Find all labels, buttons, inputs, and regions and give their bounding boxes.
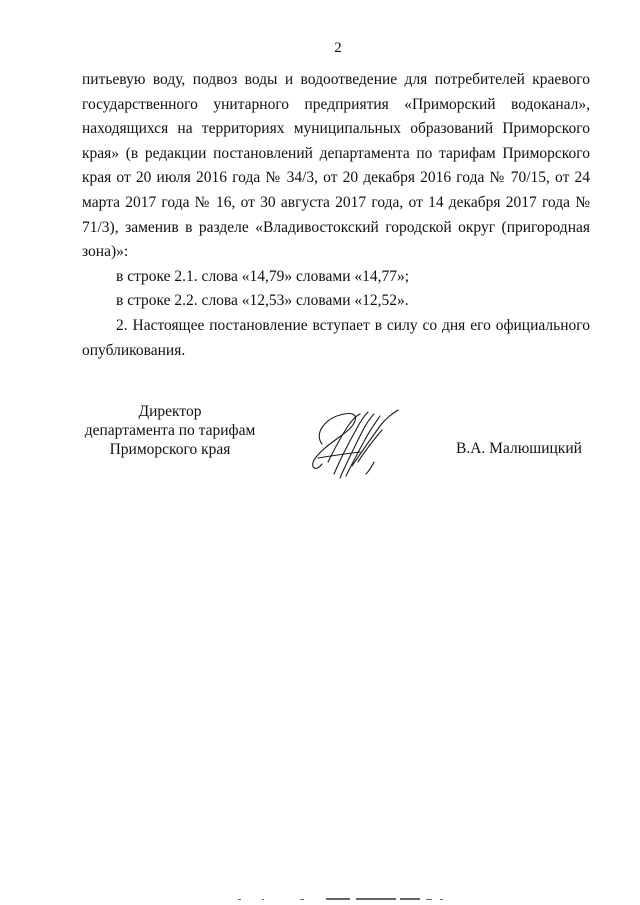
signatory-name: В.А. Малюшицкий <box>456 440 582 457</box>
handwritten-signature <box>300 404 410 484</box>
signatory-title-line: департамента по тарифам <box>84 422 256 439</box>
signatory-title <box>70 402 270 459</box>
paragraph-row-2-2: в строке 2.2. слова «12,53» словами «12,52». <box>116 292 409 310</box>
paragraph-row-2-1: в строке 2.1. слова «14,79» словами «14,77»; <box>116 267 410 285</box>
page-number: 2 <box>334 40 342 56</box>
paragraph-amendment: питьевую воду, подвоз воды и водоотведение для потребителей краевого государственного унитарного предприятия «Приморский водоканал», находящихся на территориях муниципальных образований Приморского края» (в редакции постановлений департамента по тарифам Приморского края от 20 июля 2016 года № 34/3, от 20 декабря 2016 года № 70/15, от 24 марта 2017 года № 16, от 30 августа 2017 года, от 14 декабря 2017 года № 71/3), заменив в разделе «Владивостокский городской округ (пригородная зона)»: <box>82 71 590 261</box>
document-body <box>82 68 590 363</box>
signatory-title-line: Директор <box>138 403 202 420</box>
bottom-edge-scan-marks <box>0 888 640 905</box>
signatory-title-line: Приморского края <box>109 441 231 458</box>
paragraph-effective-date: 2. Настоящее постановление вступает в силу со дня его официального опубликования. <box>82 316 590 359</box>
